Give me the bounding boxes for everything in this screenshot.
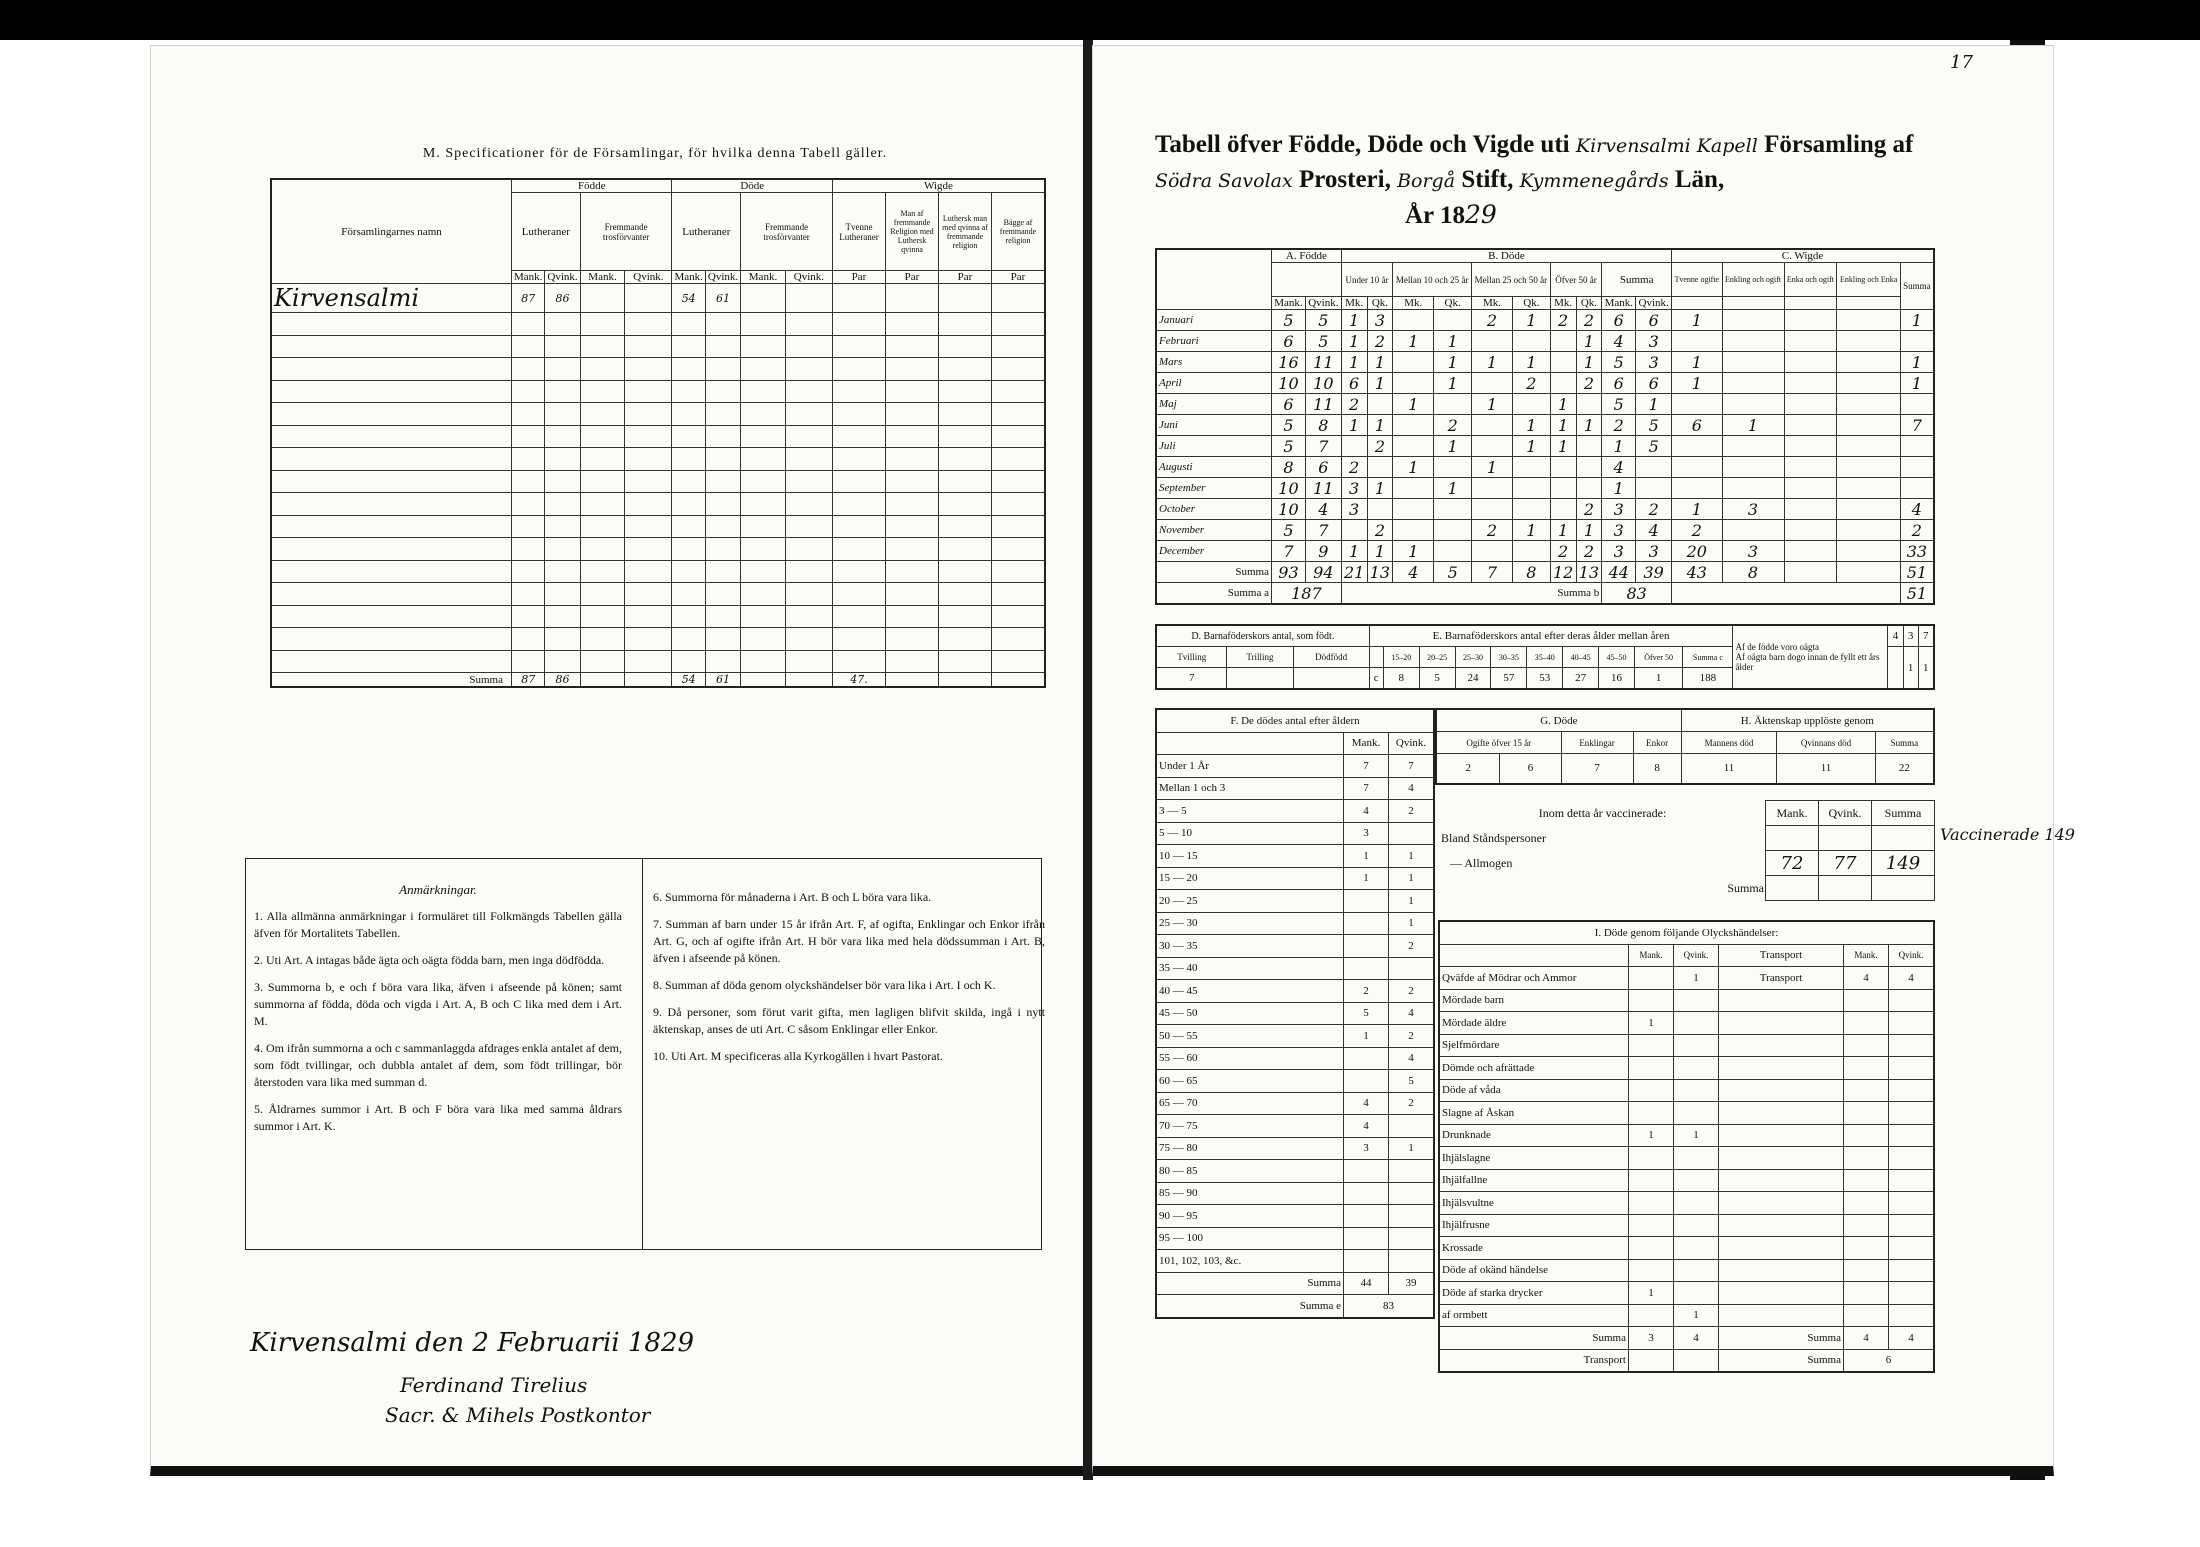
h-title: H. Äktenskap upplöste genom	[1681, 709, 1934, 732]
accident-row: Drunknade 1 1	[1439, 1124, 1934, 1147]
page-number: 17	[1950, 52, 1973, 73]
signature-office: Sacr. & Mihels Postkontor	[385, 1403, 651, 1427]
accident-row: Döde af okänd händelse	[1439, 1259, 1934, 1282]
accident-row: Qväfde af Mödrar och Ammor 1 Transport 4 4	[1439, 967, 1934, 990]
month-name: Mars	[1156, 352, 1272, 373]
dead-male: 54	[672, 284, 705, 313]
g-title: G. Döde	[1436, 709, 1681, 732]
remark-5: 5. Åldrarnes summor i Art. B och F böra vara lika med samma åldrars summor i Art. K.	[254, 1102, 622, 1133]
month-name: Juni	[1156, 415, 1272, 436]
empty-row	[271, 403, 1045, 426]
born-dead-married-table: A. Födde B. Döde C. Wigde Under 10 år Mellan 10 och 25 år Mellan 25 och 50 år Öfver 50 år Summa Tvenne ogifte Enkling och ogift Enka och ogift Enkling och Enka Summa Mank. Qvink. Mk. Qk. Mk. Qk. Mk. Qk. Mk. Qk. Mank. Qvink. Januari 5 5 1 3 2 1 2 2 6 6 1 1 Februari 6 5 1 2 1 1 1 4 3 Mars 16 11 1 1 1 1 1 1 5 3 1 1 April 10 10 6 1 1 2 2 6 6 1 1 Maj 6 11 2 1 1 1 5 1 Juni 5 8 1 1 2 1 1 1 2 5 6 1 7 Juli 5 7 2 1 1 1 1 5 Augusti 8 6 2 1 1 4 September 10 11 3 1 1 1 October 10 4 3 2 3 2 1 3 4 November 5 7 2 2 1 1 1 3 4 2 2 December 7 9 1 1 1 2 2 3 3 20 3 33 Summa 93 94 21 13 4 5 7 8 12 13 44 39 43 8 51 Summa a 187 Summa b 83 51	[1155, 248, 1935, 605]
col-parish-names: Församlingarnes namn	[271, 179, 512, 284]
title-year-label: År 18	[1405, 202, 1465, 229]
title-part-2: Församling af	[1764, 131, 1914, 158]
h-qvink: Qvink.	[545, 271, 580, 284]
accident-row: Sjelfmördare	[1439, 1034, 1934, 1057]
age-row: 95 — 100	[1156, 1227, 1434, 1250]
age-row: 75 — 80 3 1	[1156, 1137, 1434, 1160]
g-h-table: G. Döde H. Äktenskap upplöste genom Ogifte öfver 15 år Enklingar Enkor Mannens död Qvinnans död Summa 2 6 7 8 11 11 22	[1435, 708, 1935, 785]
vacc-female: 77	[1819, 851, 1872, 876]
h-par: Par	[939, 271, 992, 284]
summa-a-total: 187	[1272, 583, 1342, 605]
empty-row	[271, 515, 1045, 538]
age-row: 65 — 70 4 2	[1156, 1092, 1434, 1115]
month-name: Januari	[1156, 310, 1272, 331]
summa-dead-female: 61	[705, 673, 740, 688]
month-row: Juni 5 8 1 1 2 1 1 1 2 5 6 1 7	[1156, 415, 1934, 436]
empty-row	[271, 560, 1045, 583]
summa-married: 47.	[833, 673, 886, 688]
f-title: F. De dödes antal efter åldern	[1156, 709, 1434, 732]
oagta-label-1: Af de födde voro oägta	[1735, 642, 1819, 652]
vacc-title: Inom detta år vaccinerade:	[1538, 805, 1667, 820]
oagta-label-2: Af oägta barn dogo innan de fyllt ett års ålder	[1735, 652, 1880, 672]
remark-8: 8. Summan af döda genom olyckshändelser bör vara lika i Art. I och K.	[653, 978, 996, 992]
m-table-title: M. Specificationer för de Församlingar, för hvilka denna Tabell gäller.	[422, 146, 888, 161]
month-row: September 10 11 3 1 1 1	[1156, 478, 1934, 499]
signature-name: Ferdinand Tirelius	[400, 1373, 588, 1397]
col-dead: Döde	[672, 179, 833, 193]
col-lutheran-man: Luthersk man med qvinna af fremmande religion	[939, 193, 992, 271]
month-name: December	[1156, 541, 1272, 562]
h-qvink: Qvink.	[785, 271, 832, 284]
h-par: Par	[992, 271, 1046, 284]
remarks-column-2	[642, 859, 1045, 1249]
accident-row: Dömde och afrättade	[1439, 1057, 1934, 1080]
remark-1: 1. Alla allmänna anmärkningar i formuläret till Folkmängds Tabellen gälla äfven för Mortalitets Tabellen.	[254, 909, 622, 940]
vaccination-table: Inom detta år vaccinerade: Mank. Qvink. Summa Bland Ståndspersoner — Allmogen 72 77 149 Summa	[1440, 800, 1935, 901]
accident-row: Krossade	[1439, 1237, 1934, 1260]
accident-row: Ihjälfrusne	[1439, 1214, 1934, 1237]
empty-row	[271, 313, 1045, 336]
accident-row: Slagne af Åskan	[1439, 1102, 1934, 1125]
month-name: Augusti	[1156, 457, 1272, 478]
age-row: 85 — 90	[1156, 1182, 1434, 1205]
age-row: 15 — 20 1 1	[1156, 867, 1434, 890]
summa-dead-male: 54	[672, 673, 705, 688]
head-a-born: A. Födde	[1272, 249, 1342, 263]
h-mank: Mank.	[741, 271, 786, 284]
remark-3: 3. Summorna b, e och f böra vara lika, äfven i afseende på könen; samt summorna af födda, döda och vigda i Art. A, B och C lika med dem i Art. M.	[254, 980, 622, 1028]
empty-row	[271, 425, 1045, 448]
h-mank: Mank.	[512, 271, 545, 284]
born-female: 86	[545, 284, 580, 313]
empty-row	[271, 335, 1045, 358]
signature-date: Kirvensalmi den 2 Februarii 1829	[250, 1328, 695, 1358]
title-year: 29	[1464, 200, 1497, 229]
month-row: Januari 5 5 1 3 2 1 2 2 6 6 1 1	[1156, 310, 1934, 331]
col-born: Födde	[512, 179, 672, 193]
age-row: 101, 102, 103, &c.	[1156, 1250, 1434, 1273]
empty-row	[271, 628, 1045, 651]
month-row: Februari 6 5 1 2 1 1 1 4 3	[1156, 331, 1934, 352]
title-prosteri: Södra Savolax	[1155, 170, 1293, 192]
empty-row	[271, 650, 1045, 673]
summa-a-label: Summa a	[1156, 583, 1272, 605]
age-row: 45 — 50 5 4	[1156, 1002, 1434, 1025]
empty-row	[271, 470, 1045, 493]
table-title	[1155, 128, 1935, 232]
col-married: Wigde	[833, 179, 1046, 193]
empty-row	[271, 448, 1045, 471]
remarks-title: Anmärkningar.	[399, 882, 477, 897]
summa-c-total: 51	[1900, 583, 1934, 605]
parish-name: Kirvensalmi	[271, 284, 512, 313]
i-summa-total: 6	[1844, 1349, 1935, 1372]
title-part-3: Prosteri,	[1298, 166, 1391, 193]
accident-row: Ihjälsvultne	[1439, 1192, 1934, 1215]
age-row: Under 1 År 7 7	[1156, 755, 1434, 778]
empty-row	[271, 493, 1045, 516]
month-name: October	[1156, 499, 1272, 520]
age-row: 50 — 55 1 2	[1156, 1025, 1434, 1048]
remark-2: 2. Uti Art. A intagas både ägta och oägta födda barn, men inga dödfödda.	[254, 953, 605, 967]
col-born-lutheran: Lutheraner	[512, 193, 581, 271]
scan-border	[0, 0, 2200, 40]
remark-9: 9. Då personer, som förut varit gifta, men lagligen blifvit skilda, ingå i nytt äktenskap, anses de uti Art. C såsom Enklingar eller Enkor.	[653, 1005, 1045, 1036]
col-born-foreign: Fremmande trosförvanter	[580, 193, 672, 271]
summa-label: Summa	[271, 673, 512, 688]
remarks-box	[245, 858, 1045, 1250]
accident-row: Ihjälslagne	[1439, 1147, 1934, 1170]
age-row: 90 — 95	[1156, 1205, 1434, 1228]
age-row: 80 — 85	[1156, 1160, 1434, 1183]
age-row: Mellan 1 och 3 7 4	[1156, 777, 1434, 800]
summa-born-male: 87	[512, 673, 545, 688]
age-row: 10 — 15 1 1	[1156, 845, 1434, 868]
title-lan: Kymmenegårds	[1519, 170, 1669, 192]
accident-row: Mördade barn	[1439, 989, 1934, 1012]
remark-6: 6. Summorna för månaderna i Art. B och L böra vara lika.	[653, 890, 932, 904]
month-name: Juli	[1156, 436, 1272, 457]
col-dead-lutheran: Lutheraner	[672, 193, 741, 271]
age-row: 35 — 40	[1156, 957, 1434, 980]
head-c-married: C. Wigde	[1672, 249, 1934, 263]
empty-row	[271, 583, 1045, 606]
empty-row	[271, 380, 1045, 403]
age-row: 30 — 35 2	[1156, 935, 1434, 958]
age-row: 70 — 75 4	[1156, 1115, 1434, 1138]
h-par: Par	[886, 271, 939, 284]
d-e-birthgivers-table: D. Barnaföderskors antal, som födt. E. Barnaföderskors antal efter deras ålder mellan åren Af de födde voro oägta Af oägta barn dogo innan de fyllt ett års ålder 4 3 7 Tvilling Trilling Dödfödd 15–20 20–25 25–30 30–35 35–40 40–45 45–50 Öfver 50 Summa c 1 1 7 c 8 5 24 57 53 27 16 1 188	[1155, 624, 1935, 690]
i-accident-table: I. Döde genom följande Olyckshändelser: Mank. Qvink. Transport Mank. Qvink. Qväfde af Mödrar och Ammor 1 Transport 4 4 Mördade barn Mördade äldre 1 Sjelfmördare Dömde och afrättade Döde af våda Slagne af Åskan Drunknade 1 1 Ihjälslagne Ihjälfallne Ihjälsvultne Ihjälfrusne Krossade Döde af okänd händelse Döde af starka drycker 1 af ormbett 1 Summa 3 4 Summa 4 4 Transport Summa 6	[1438, 920, 1935, 1373]
accident-row: Döde af våda	[1439, 1079, 1934, 1102]
dead-female: 61	[705, 284, 740, 313]
title-part-4: Stift,	[1461, 166, 1514, 193]
col-both-foreign: Bägge af fremmande religion	[992, 193, 1046, 271]
remarks-column-1	[254, 859, 622, 1249]
f-age-table: F. De dödes antal efter åldern Mank. Qvink. Under 1 År 7 7 Mellan 1 och 3 7 4 3 — 5 4 2 5 — 10 3 10 — 15 1 1 15 — 20 1 1 20 — 25 1 25 — 30 1 30 — 35 2 35 — 40 40 — 45 2 2 45 — 50 5 4 50 — 55 1 2 55 — 60 4 60 — 65 5 65 — 70 4 2 70 — 75 4 75 — 80 3 1 80 — 85 85 — 90 90 — 95 95 — 100 101, 102, 103, &c. Summa 44 39 Summa e 83	[1155, 708, 1435, 1319]
h-qvink: Qvink.	[625, 271, 672, 284]
age-row: 3 — 5 4 2	[1156, 800, 1434, 823]
summa-b-total: 83	[1602, 583, 1672, 605]
head-b-dead: B. Döde	[1341, 249, 1671, 263]
month-row: Juli 5 7 2 1 1 1 1 5	[1156, 436, 1934, 457]
h-qvink: Qvink.	[705, 271, 740, 284]
accident-row: Mördade äldre 1	[1439, 1012, 1934, 1035]
h-mank: Mank.	[580, 271, 625, 284]
remark-7: 7. Summan af barn under 15 år ifrån Art. F, af ogifta, Enklingar och Enkor ifrån Art. G, och af ogifte ifrån Art. H bör vara lika med hela dödssumman i Art. B, äfven i afseende på könen.	[653, 917, 1045, 965]
col-dead-foreign: Fremmande trosförvanter	[741, 193, 833, 271]
h-par: Par	[833, 271, 886, 284]
month-row: December 7 9 1 1 1 2 2 3 3 20 3 33	[1156, 541, 1934, 562]
month-row: Maj 6 11 2 1 1 1 5 1	[1156, 394, 1934, 415]
month-name: November	[1156, 520, 1272, 541]
age-row: 5 — 10 3	[1156, 822, 1434, 845]
empty-row	[271, 605, 1045, 628]
month-row: October 10 4 3 2 3 2 1 3 4	[1156, 499, 1934, 520]
title-part-1: Tabell öfver Födde, Döde och Vigde uti	[1155, 131, 1570, 158]
vacc-total: 149	[1872, 851, 1935, 876]
d-twins: 7	[1156, 668, 1227, 690]
remark-4: 4. Om ifrån summorna a och c sammanlaggda afdrages enkla antalet af dem, som födt tvillingar, och dubbla antalet af dem, som födt trillingar, bör återstoden vara lika med summan d.	[254, 1041, 622, 1089]
accident-row: Döde af starka drycker 1	[1439, 1282, 1934, 1305]
month-row: April 10 10 6 1 1 2 2 6 6 1 1	[1156, 373, 1934, 394]
vacc-male: 72	[1766, 851, 1819, 876]
month-row: November 5 7 2 2 1 1 1 3 4 2 2	[1156, 520, 1934, 541]
month-row: Augusti 8 6 2 1 1 4	[1156, 457, 1934, 478]
title-stift: Borgå	[1397, 170, 1456, 192]
age-row: 25 — 30 1	[1156, 912, 1434, 935]
summa-row-label: Summa	[1156, 562, 1272, 583]
h-mank: Mank.	[672, 271, 705, 284]
age-row: 40 — 45 2 2	[1156, 980, 1434, 1003]
col-foreign-man: Man af fremmande Religion med Luthersk qvinna	[886, 193, 939, 271]
empty-row	[271, 358, 1045, 381]
age-row: 55 — 60 4	[1156, 1047, 1434, 1070]
title-part-5: Län,	[1674, 166, 1725, 193]
month-name: Maj	[1156, 394, 1272, 415]
col-two-lutherans: Tvenne Lutheraner	[833, 193, 886, 271]
accident-row: af ormbett 1	[1439, 1304, 1934, 1327]
side-note: Vaccinerade 149	[1940, 825, 2075, 844]
age-row: 20 — 25 1	[1156, 890, 1434, 913]
summa-b-label: Summa b	[1341, 583, 1602, 605]
month-name: Februari	[1156, 331, 1272, 352]
month-name: April	[1156, 373, 1272, 394]
remark-10: 10. Uti Art. M specificeras alla Kyrkogällen i hvart Pastorat.	[653, 1049, 943, 1063]
born-male: 87	[512, 284, 545, 313]
e-title: E. Barnaföderskors antal efter deras ålder mellan åren	[1369, 625, 1733, 647]
month-name: September	[1156, 478, 1272, 499]
parish-specification-table	[270, 178, 1046, 688]
i-title: I. Döde genom följande Olyckshändelser:	[1439, 921, 1934, 944]
summa-born-female: 86	[545, 673, 580, 688]
title-parish: Kirvensalmi Kapell	[1575, 135, 1758, 157]
empty-row	[271, 538, 1045, 561]
month-row: Mars 16 11 1 1 1 1 1 1 5 3 1 1	[1156, 352, 1934, 373]
d-title: D. Barnaföderskors antal, som födt.	[1156, 625, 1369, 647]
age-row: 60 — 65 5	[1156, 1070, 1434, 1093]
accident-row: Ihjälfallne	[1439, 1169, 1934, 1192]
